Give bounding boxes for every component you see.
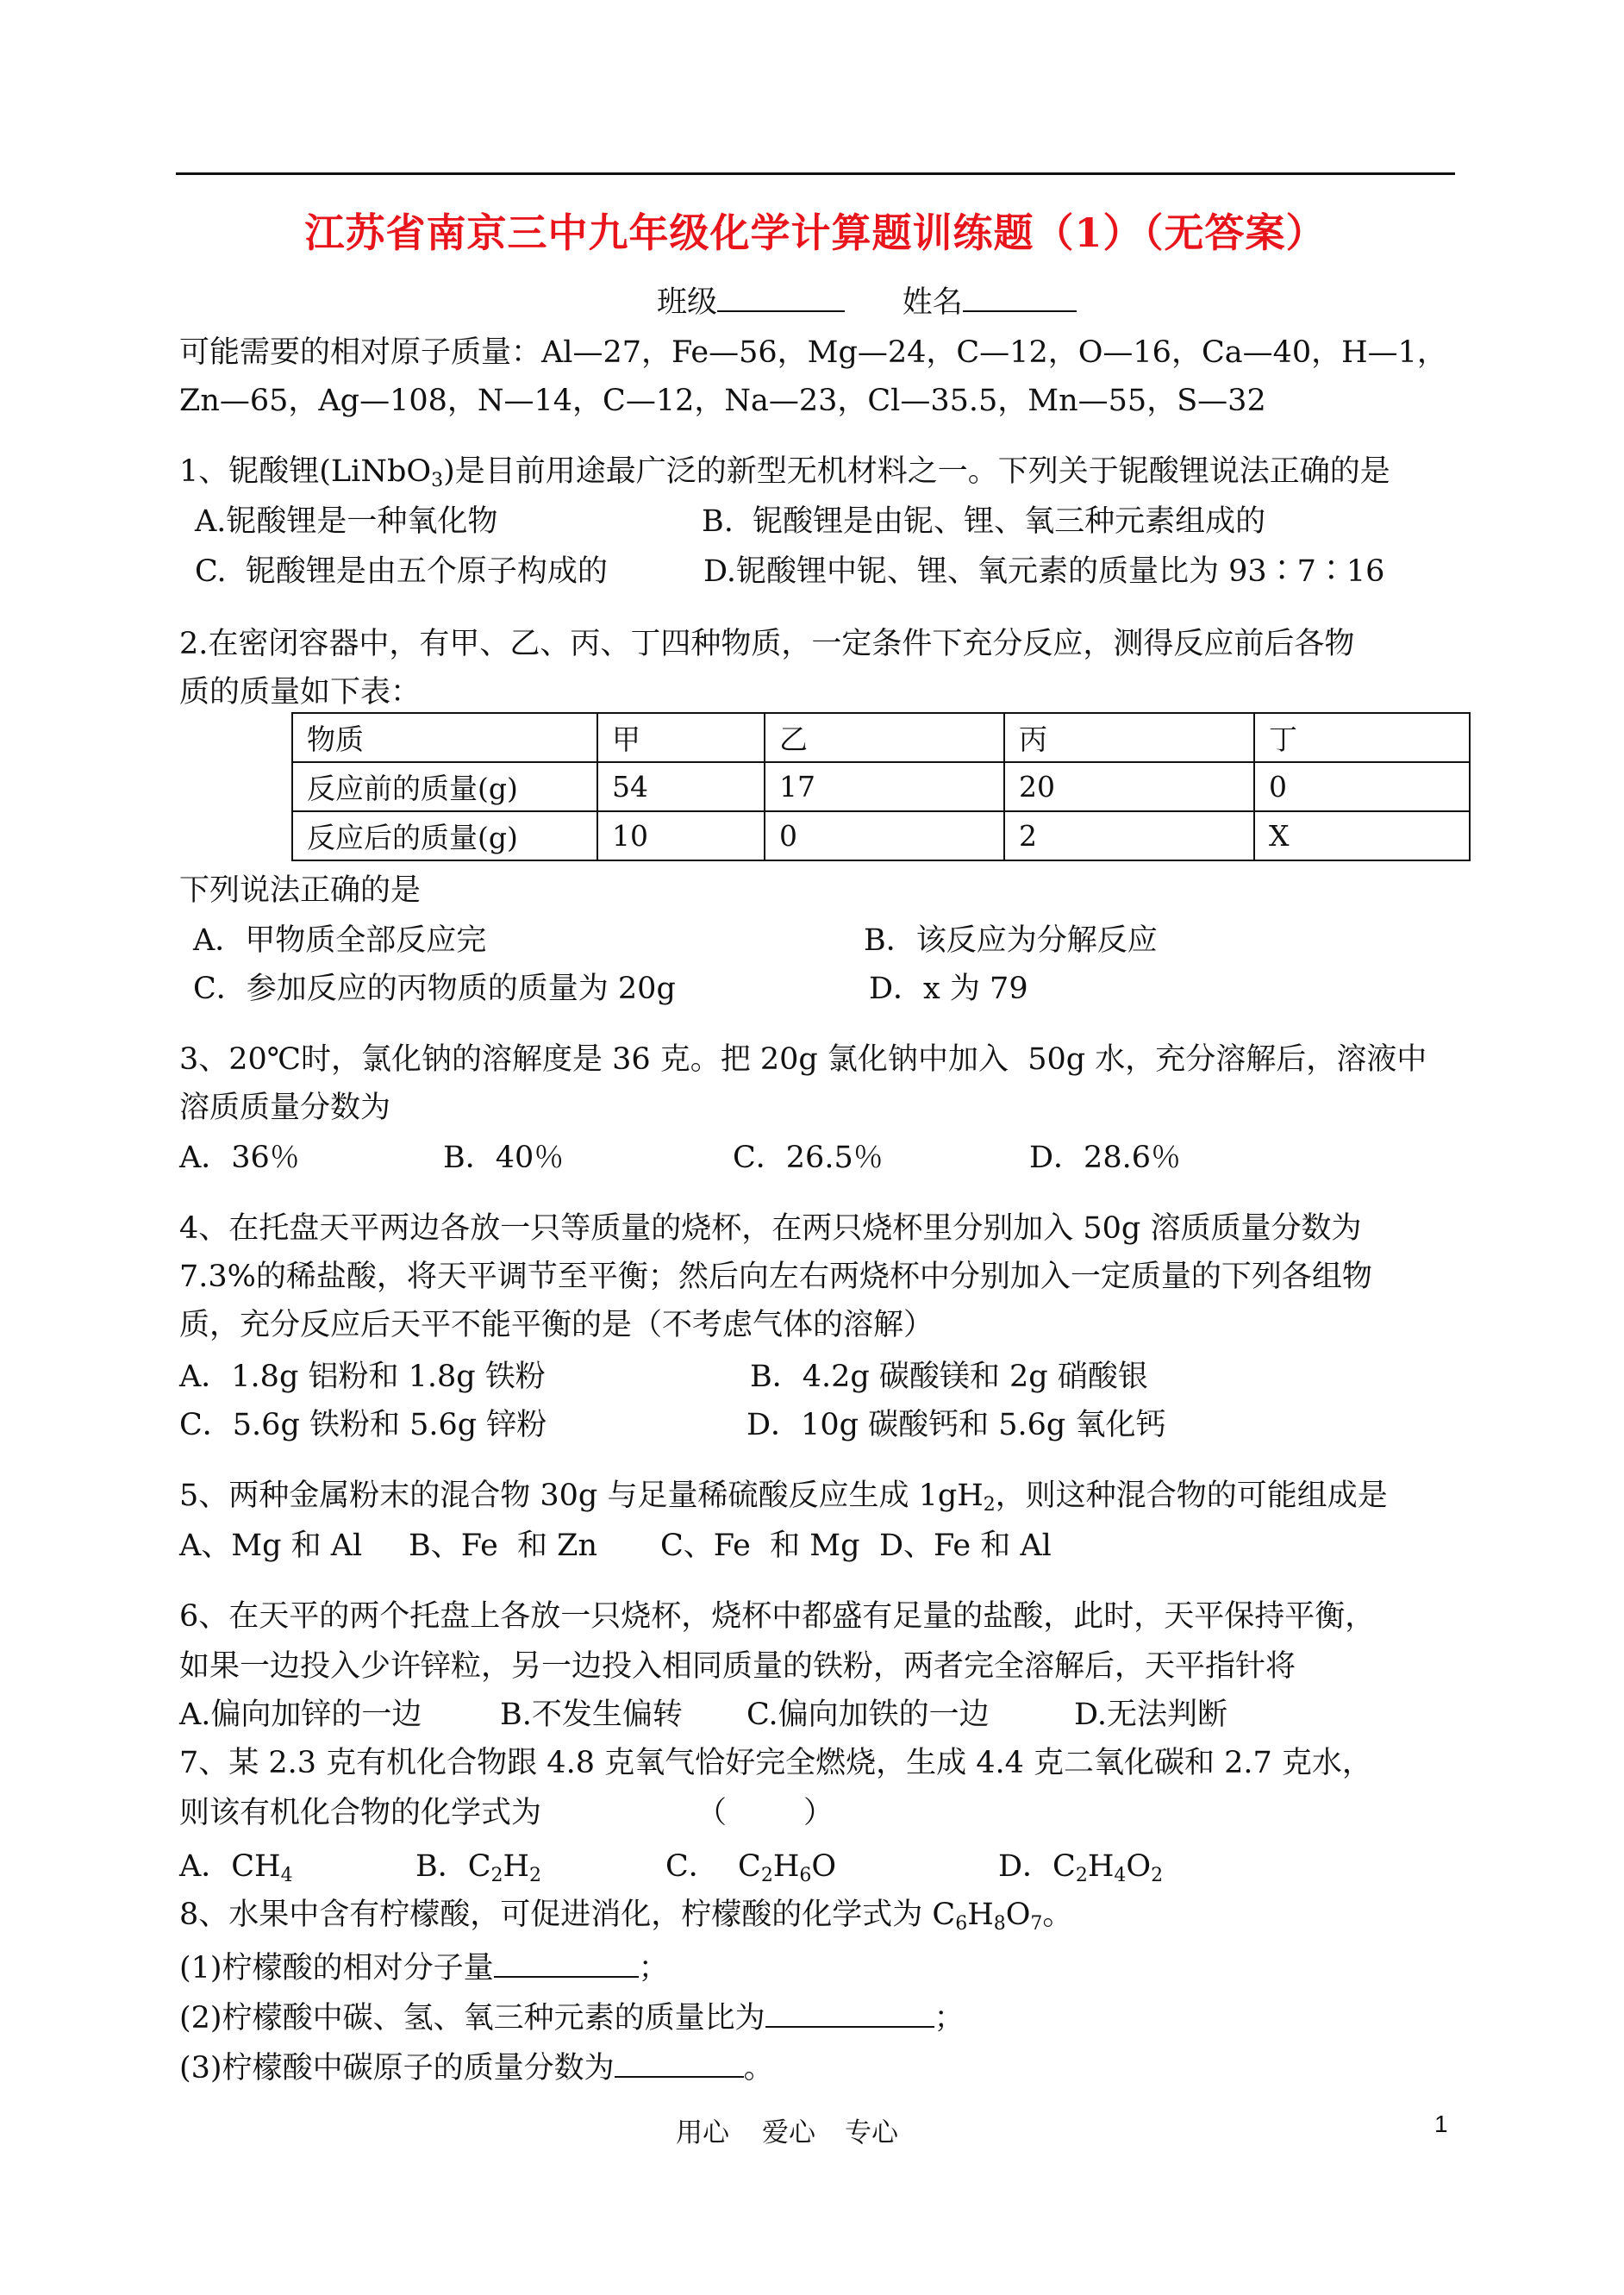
q1-stem-sub: 3 (431, 470, 444, 491)
q3-option-d: D．28.6％ (1029, 1141, 1181, 1175)
q6-option-c: C.偏向加铁的一边 (746, 1698, 990, 1732)
q8-part-2-text: (2)柠檬酸中碳、氢、氧三种元素的质量比为 (179, 2001, 765, 2035)
q5-stem-sub: 2 (983, 1494, 996, 1516)
q7-option-a (179, 1849, 293, 1886)
footer-word: 爱心 (762, 2117, 815, 2148)
table-cell: 10 (597, 811, 765, 860)
table-cell: 20 (1004, 762, 1254, 811)
q5-option-d: D、Fe 和 Al (879, 1529, 1052, 1563)
q8-stem (179, 1898, 1073, 1935)
q5-option-b: B、Fe 和 Zn (409, 1529, 598, 1563)
q8-part-3-end: 。 (743, 2051, 774, 2086)
q5-stem-text-2: ，则这种混合物的可能组成是 (995, 1479, 1388, 1513)
q7-c-text: C． C (665, 1849, 761, 1884)
class-blank[interactable] (717, 285, 845, 312)
q1-option-b: B. 铌酸锂是由铌、锂、氧三种元素组成的 (702, 504, 1266, 539)
table-cell: 54 (597, 762, 765, 811)
q7-stem-2: 则该有机化合物的化学式为 (179, 1796, 542, 1830)
q7-a-sub: 4 (280, 1865, 293, 1886)
q8-stem-text: 8、水果中含有柠檬酸，可促进消化，柠檬酸的化学式为 C (179, 1898, 956, 1932)
q1-stem-text: 1、铌酸锂(LiNbO (179, 454, 432, 489)
q6-option-b: B.不发生偏转 (500, 1698, 683, 1732)
page-title: 江苏省南京三中九年级化学计算题训练题（1）（无答案） (304, 209, 1327, 256)
table-header-cell: 丁 (1254, 713, 1470, 762)
q7-b-text: B．C (415, 1849, 491, 1884)
footer-word: 专心 (845, 2117, 898, 2148)
q2-option-b: B．该反应为分解反应 (864, 923, 1158, 958)
q7-c-text-3: O (811, 1849, 837, 1884)
q4-stem-1: 4、在托盘天平两边各放一只等质量的烧杯，在两只烧杯里分别加入 50g 溶质质量分数为 (179, 1211, 1362, 1246)
q5-option-a: A、Mg 和 Al (179, 1529, 363, 1563)
q6-stem-1: 6、在天平的两个托盘上各放一只烧杯，烧杯中都盛有足量的盐酸，此时，天平保持平衡， (179, 1599, 1376, 1634)
q4-option-b: B．4.2g 碳酸镁和 2g 硝酸银 (750, 1360, 1148, 1394)
q7-option-d (998, 1849, 1164, 1886)
q8-part-3-text: (3)柠檬酸中碳原子的质量分数为 (179, 2051, 615, 2086)
atomic-masses-line-1: 可能需要的相对原子质量：Al—27，Fe—56，Mg—24，C—12，O—16，Ca—40，H—1， (179, 335, 1447, 370)
mass-table (291, 712, 1471, 861)
q1-option-d: D.铌酸锂中铌、锂、氧元素的质量比为 93∶7∶16 (703, 554, 1385, 589)
q8-part-1-end: ； (638, 1951, 669, 1985)
q7-c-text-2: H (772, 1849, 800, 1884)
q8-text-h: H (967, 1898, 994, 1932)
table-row (292, 762, 1470, 811)
q7-c-sub: 2 (760, 1865, 773, 1886)
q6-stem-2: 如果一边投入少许锌粒，另一边投入相同质量的铁粉，两者完全溶解后，天平指针将 (179, 1649, 1296, 1684)
q7-stem-1: 7、某 2.3 克有机化合物跟 4.8 克氧气恰好完全燃烧，生成 4.4 克二氧化碳和 2.7 克水， (179, 1746, 1372, 1780)
q7-d-sub: 2 (1075, 1865, 1088, 1886)
q7-c-sub-2: 6 (799, 1865, 812, 1886)
q3-option-a: A．36％ (179, 1141, 300, 1175)
q8-part-2-end: ； (934, 2001, 965, 2035)
q3-stem-2: 溶质质量分数为 (179, 1091, 391, 1125)
q5-option-c: C、Fe 和 Mg (660, 1529, 860, 1563)
q7-d-sub-3: 2 (1151, 1865, 1164, 1886)
q8-part-1 (179, 1950, 669, 1984)
class-label: 班级 (657, 285, 718, 320)
q8-sub: 6 (955, 1913, 968, 1935)
q7-b-sub-2: 2 (529, 1865, 542, 1886)
q1-option-a: A.铌酸锂是一种氧化物 (195, 504, 498, 539)
q7-d-text: D．C (998, 1849, 1076, 1884)
table-row (292, 811, 1470, 860)
class-name-line (657, 285, 1077, 318)
table-cell: 反应前的质量(g) (292, 762, 597, 811)
q7-option-b (415, 1849, 542, 1886)
q6-option-a: A.偏向加锌的一边 (179, 1698, 422, 1732)
table-cell: X (1254, 811, 1470, 860)
q6-option-d: D.无法判断 (1074, 1698, 1227, 1732)
q7-d-text-3: O (1126, 1849, 1152, 1884)
q3-option-c: C．26.5％ (733, 1141, 884, 1175)
atomic-masses-line-2: Zn—65，Ag—108，N—14，C—12，Na—23，Cl—35.5，Mn—55，S—32 (179, 384, 1266, 418)
q1-stem (179, 454, 1390, 491)
q8-sub-3: 7 (1030, 1913, 1043, 1935)
q3-stem-1: 3、20℃时，氯化钠的溶解度是 36 克。把 20g 氯化钠中加入 50g 水，充分溶解后，溶液中 (179, 1042, 1427, 1077)
table-header-cell: 丙 (1004, 713, 1254, 762)
q2-option-a: A．甲物质全部反应完 (193, 923, 487, 958)
q4-option-c: C．5.6g 铁粉和 5.6g 锌粉 (179, 1408, 547, 1442)
q7-d-text-2: H (1087, 1849, 1115, 1884)
q2-prompt: 下列说法正确的是 (179, 873, 422, 908)
q4-option-a: A．1.8g 铝粉和 1.8g 铁粉 (179, 1360, 546, 1394)
q7-a-text: A．CH (179, 1849, 281, 1884)
q4-option-d: D．10g 碳酸钙和 5.6g 氧化钙 (746, 1408, 1166, 1442)
q8-text-o: O (1005, 1898, 1031, 1932)
q8-part-1-text: (1)柠檬酸的相对分子量 (179, 1951, 494, 1985)
q1-option-c: C. 铌酸锂是由五个原子构成的 (195, 554, 608, 589)
name-label: 姓名 (902, 285, 963, 320)
table-cell: 反应后的质量(g) (292, 811, 597, 860)
q2-option-c: C．参加反应的丙物质的质量为 20g (193, 972, 676, 1006)
answer-blank[interactable] (765, 2000, 934, 2028)
table-cell: 17 (765, 762, 1004, 811)
q4-stem-2: 7.3%的稀盐酸，将天平调节至平衡；然后向左右两烧杯中分别加入一定质量的下列各组物 (179, 1260, 1372, 1294)
q3-option-b: B．40％ (443, 1141, 565, 1175)
q7-d-sub-2: 4 (1114, 1865, 1127, 1886)
q1-stem-text-2: )是目前用途最广泛的新型无机材料之一。下列关于铌酸锂说法正确的是 (443, 454, 1390, 489)
q2-stem-2: 质的质量如下表： (179, 675, 422, 710)
table-header-row (292, 713, 1470, 762)
footer-word: 用心 (676, 2117, 729, 2148)
name-blank[interactable] (963, 285, 1077, 312)
table-cell: 2 (1004, 811, 1254, 860)
answer-blank[interactable] (615, 2050, 744, 2078)
header-rule (176, 172, 1455, 175)
table-header-cell: 物质 (292, 713, 597, 762)
q8-part-2 (179, 2000, 965, 2034)
table-header-cell: 乙 (765, 713, 1004, 762)
q7-b-text-2: H (503, 1849, 530, 1884)
table-cell: 0 (1254, 762, 1470, 811)
q2-stem-1: 2.在密闭容器中，有甲、乙、丙、丁四种物质，一定条件下充分反应，测得反应前后各物 (179, 627, 1355, 661)
q7-answer-paren: （ ） (696, 1796, 834, 1830)
table-header-cell: 甲 (597, 713, 765, 762)
q5-stem (179, 1479, 1388, 1516)
q2-option-d: D．x 为 79 (869, 972, 1028, 1006)
q4-stem-3: 质，充分反应后天平不能平衡的是（不考虑气体的溶解） (179, 1308, 934, 1342)
q8-stem-end: 。 (1042, 1898, 1073, 1932)
answer-blank[interactable] (494, 1950, 639, 1978)
table-cell: 0 (765, 811, 1004, 860)
q7-b-sub: 2 (490, 1865, 503, 1886)
q8-part-3 (179, 2050, 774, 2084)
q5-stem-text: 5、两种金属粉末的混合物 30g 与足量稀硫酸反应生成 1gH (179, 1479, 984, 1513)
q8-sub-2: 8 (993, 1913, 1006, 1935)
page-number: 1 (1434, 2111, 1448, 2137)
q7-option-c (665, 1849, 837, 1886)
